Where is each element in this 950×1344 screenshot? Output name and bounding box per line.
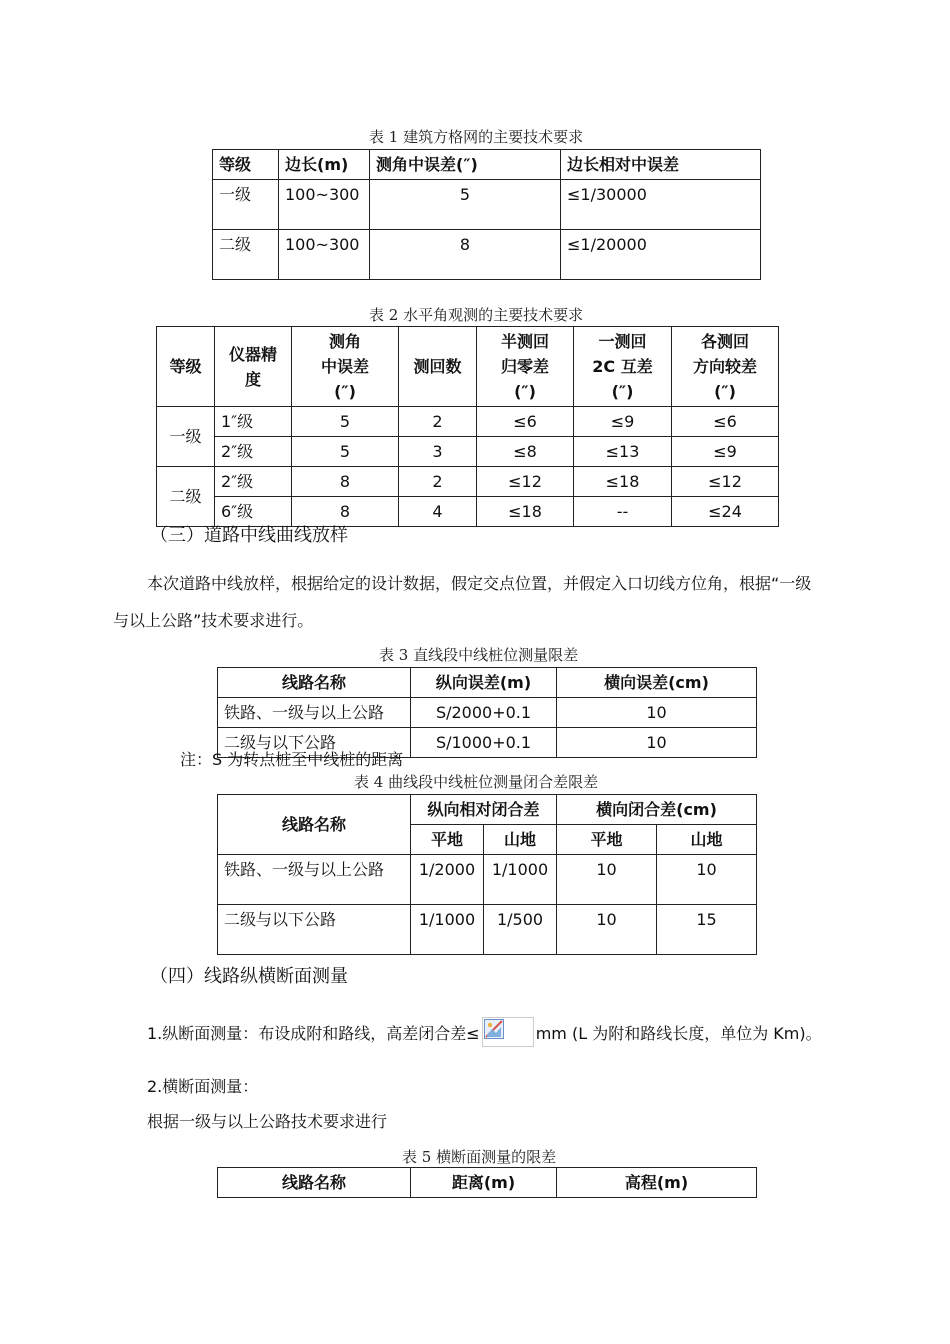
table3-cell: 二级与以下公路 <box>218 728 411 758</box>
table1-cell: ≤1/20000 <box>561 230 761 280</box>
table4-header: 纵向相对闭合差 <box>411 795 557 825</box>
section3-heading: （三）道路中线曲线放样 <box>150 525 348 546</box>
table2-header-line: 方向较差 <box>692 357 757 376</box>
table2-header: 等级 <box>157 327 215 407</box>
table2-cell: 8 <box>292 467 399 497</box>
formula-image <box>482 1017 534 1047</box>
section3-paragraph-line2: 与以上公路”技术要求进行。 <box>113 611 314 630</box>
table2-cell: ≤18 <box>574 467 672 497</box>
table2-cell: ≤9 <box>672 437 779 467</box>
table-row <box>157 407 779 437</box>
table5-header: 距离(m) <box>411 1168 557 1198</box>
table2-cell: ≤12 <box>672 467 779 497</box>
table4 <box>217 794 757 955</box>
table2-header-line: 度 <box>244 369 261 389</box>
table4-subheader: 平地 <box>411 825 484 855</box>
table1-caption: 表 1 建筑方格网的主要技术要求 <box>369 128 584 146</box>
table2-cell: 2 <box>399 467 477 497</box>
table3-header: 横向误差(cm) <box>557 668 757 698</box>
table2-cell: 2″级 <box>215 437 292 467</box>
section3-paragraph-line1: 本次道路中线放样，根据给定的设计数据，假定交点位置，并假定入口切线方位角，根据“一级 <box>147 574 812 593</box>
table2-header-line: 各测回 <box>700 332 749 351</box>
table2 <box>156 326 779 527</box>
table2-cell: 2″级 <box>215 467 292 497</box>
table1-cell: 一级 <box>213 180 279 230</box>
table2-cell: ≤6 <box>672 407 779 437</box>
table2-cell: ≤6 <box>477 407 574 437</box>
table2-cell: 8 <box>292 497 399 527</box>
table4-cell: 10 <box>557 905 657 955</box>
table2-header-line: 2C 互差 <box>592 357 653 376</box>
table2-header-line: (″) <box>514 382 536 401</box>
table-row <box>218 905 757 955</box>
table2-cell: 1″级 <box>215 407 292 437</box>
table1-cell: 100~300 <box>279 230 370 280</box>
table5-caption: 表 5 横断面测量的限差 <box>402 1148 557 1166</box>
table3-note: 注：S 为转点桩至中线桩的距离 <box>180 750 404 769</box>
image-placeholder-icon <box>484 1019 504 1039</box>
table1-cell: 二级 <box>213 230 279 280</box>
section4-item1-text-before: 1.纵断面测量：布设成附和路线，高差闭合差≤ <box>147 1023 480 1043</box>
table3-header: 纵向误差(m) <box>411 668 557 698</box>
table1 <box>212 149 761 280</box>
table2-header <box>215 327 292 407</box>
table1-cell: 8 <box>370 230 561 280</box>
table4-cell: 铁路、一级与以上公路 <box>218 855 411 905</box>
table3-cell: 铁路、一级与以上公路 <box>218 698 411 728</box>
table3-cell: 10 <box>557 728 757 758</box>
table2-header: 测回数 <box>399 327 477 407</box>
table2-cell: 5 <box>292 407 399 437</box>
table1-header: 等级 <box>213 150 279 180</box>
table-row <box>213 180 761 230</box>
table4-cell: 1/1000 <box>411 905 484 955</box>
table-row <box>213 230 761 280</box>
table2-header-line: 半测回 <box>500 332 549 351</box>
table2-caption: 表 2 水平角观测的主要技术要求 <box>369 306 584 324</box>
table4-subheader: 平地 <box>557 825 657 855</box>
table-row <box>157 467 779 497</box>
table2-header <box>477 327 574 407</box>
table2-header <box>574 327 672 407</box>
table2-header-row <box>157 327 779 407</box>
table2-cell: 6″级 <box>215 497 292 527</box>
table3-header-row <box>218 668 757 698</box>
table2-header-line: (″) <box>611 382 634 401</box>
table5 <box>217 1167 757 1198</box>
table2-header-line: 一测回 <box>598 332 647 351</box>
table4-header-row <box>218 795 757 825</box>
table-row <box>157 437 779 467</box>
table2-header-line: 测角 <box>328 332 361 351</box>
table-row <box>218 698 757 728</box>
table2-header <box>292 327 399 407</box>
table4-subheader: 山地 <box>484 825 557 855</box>
table2-header-line: (″) <box>714 382 736 401</box>
table2-cell: 2 <box>399 407 477 437</box>
table1-cell: 5 <box>370 180 561 230</box>
section4-item3: 根据一级与以上公路技术要求进行 <box>147 1112 388 1131</box>
table5-header: 高程(m) <box>557 1168 757 1198</box>
table4-cell: 1/500 <box>484 905 557 955</box>
table3-header: 线路名称 <box>218 668 411 698</box>
table2-cell: ≤13 <box>574 437 672 467</box>
table3-caption: 表 3 直线段中线桩位测量限差 <box>379 646 579 664</box>
table1-header: 边长(m) <box>279 150 370 180</box>
table2-cell: 3 <box>399 437 477 467</box>
table4-header: 线路名称 <box>218 795 411 855</box>
table3 <box>217 667 757 758</box>
table2-header-line: 中误差 <box>320 357 369 376</box>
section4-item1-text-after: mm (L 为附和路线长度，单位为 Km)。 <box>535 1023 822 1043</box>
table2-cell: 4 <box>399 497 477 527</box>
table2-grade-cell: 二级 <box>157 467 215 527</box>
table2-cell: -- <box>574 497 672 527</box>
table2-cell: ≤24 <box>672 497 779 527</box>
table4-subheader: 山地 <box>657 825 757 855</box>
table4-cell: 二级与以下公路 <box>218 905 411 955</box>
table4-cell: 10 <box>557 855 657 905</box>
table1-cell: 100~300 <box>279 180 370 230</box>
section4-item2: 2.横断面测量： <box>147 1077 259 1096</box>
table1-cell: ≤1/30000 <box>561 180 761 230</box>
table2-header <box>672 327 779 407</box>
table2-cell: ≤18 <box>477 497 574 527</box>
table1-header: 边长相对中误差 <box>561 150 761 180</box>
table2-cell: 5 <box>292 437 399 467</box>
section4-item1 <box>147 1017 822 1047</box>
table4-cell: 10 <box>657 855 757 905</box>
table3-cell: S/1000+0.1 <box>411 728 557 758</box>
table2-header-line: (″) <box>334 382 356 401</box>
section4-heading: （四）线路纵横断面测量 <box>150 966 348 987</box>
table2-header-line: 归零差 <box>500 357 549 376</box>
table5-header: 线路名称 <box>218 1168 411 1198</box>
table4-cell: 15 <box>657 905 757 955</box>
table3-cell: S/2000+0.1 <box>411 698 557 728</box>
table5-header-row <box>218 1168 757 1198</box>
table4-header: 横向闭合差(cm) <box>557 795 757 825</box>
table1-header: 测角中误差(″) <box>370 150 561 180</box>
table4-caption: 表 4 曲线段中线桩位测量闭合差限差 <box>354 773 599 791</box>
table4-cell: 1/2000 <box>411 855 484 905</box>
table3-cell: 10 <box>557 698 757 728</box>
table2-header-line: 仪器精 <box>228 344 277 364</box>
table1-header-row <box>213 150 761 180</box>
table2-cell: ≤8 <box>477 437 574 467</box>
table2-grade-cell: 一级 <box>157 407 215 467</box>
table2-cell: ≤12 <box>477 467 574 497</box>
table4-cell: 1/1000 <box>484 855 557 905</box>
table-row <box>218 855 757 905</box>
table2-cell: ≤9 <box>574 407 672 437</box>
